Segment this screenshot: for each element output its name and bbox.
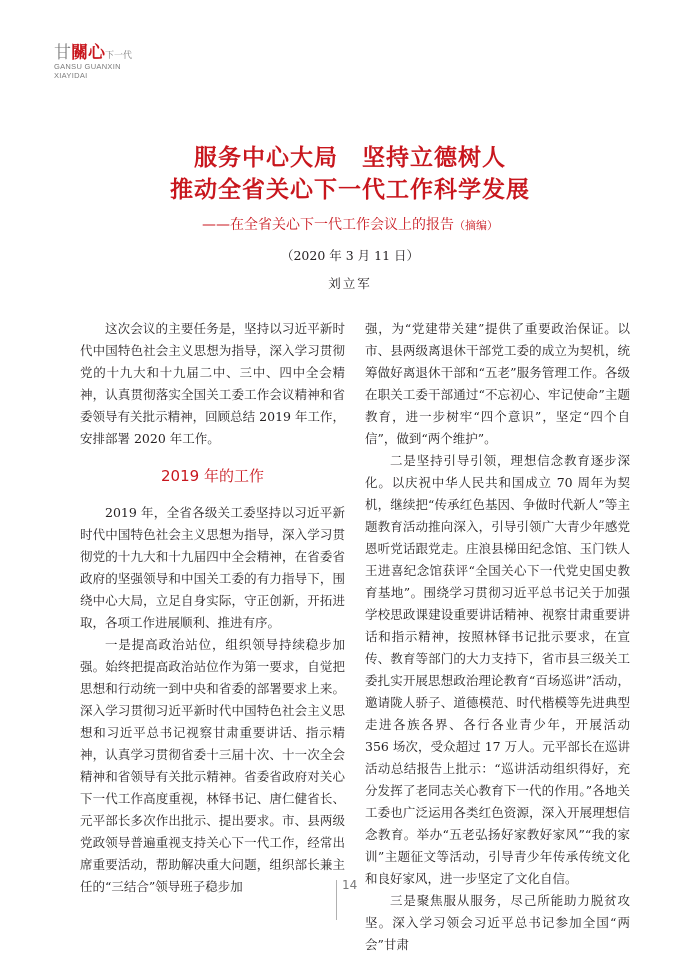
report-date: （2020 年 3 月 11 日） bbox=[280, 248, 420, 263]
masthead-logo bbox=[54, 38, 164, 90]
logo-char-xin: 心 bbox=[88, 43, 105, 63]
logo-english-line2: XIAYIDAI bbox=[54, 71, 88, 80]
ideals-education-paragraph: 二是坚持引导引领，理想信念教育逐步深化。以庆祝中华人民共和国成立 70 周年为契机，继续把“传承红色基因、争做时代新人”等主题教育活动推向深入，引导引领广大青少年感党恩听党话跟党走。庄浪县梯田纪念馆、玉门铁人王进喜纪念馆获评“全国关心下一代党史国史教育基地”。围绕学习贯彻习近平总书记关于加强学校思政课建设重要讲话精神、视察甘肃重要讲话和指示精神，按照林铎书记批示要求，在宣传、教育等部门的大力支持下，省市县三级关工委扎实开展思想政治理论教育“百场巡讲”活动，邀请陇人骄子、道德模范、时代楷模等先进典型走进各族各界、各行各业青少年，开展活动 356 场次，受众超过 17 万人。元平部长在巡讲活动总结报告上批示：“巡讲活动组织得好，充分发挥了老同志关心教育下一代的作用。”各地关工委也广泛运用各类红色资源，深入开展理想信念教育。举办“五老弘扬好家教好家风”“我的家训”主题征文等活动，引导青少年传承传统文化和良好家风，进一步坚定了文化自信。 bbox=[365, 453, 630, 886]
logo-char-guan: 關 bbox=[71, 43, 88, 63]
poverty-alleviation-paragraph: 三是聚焦服从服务，尽己所能助力脱贫攻坚。深入学习领会习近平总书记参加全国“两会”甘肃 bbox=[365, 893, 630, 952]
article-title bbox=[0, 142, 700, 206]
title-line-1: 服务中心大局 坚持立德树人 bbox=[194, 144, 506, 171]
title-line-2: 推动全省关心下一代工作科学发展 bbox=[170, 176, 530, 203]
subtitle-main: ——在全省关心下一代工作会议上的报告 bbox=[202, 217, 454, 233]
subtitle-note: （摘编） bbox=[454, 219, 498, 232]
continued-paragraph: 强，为“党建带关建”提供了重要政治保证。以市、县两级离退休干部党工委的成立为契机，统筹做好离退休干部和“五老”服务管理工作。各级在职关工委干部通过“不忘初心、牢记使命”主题教育，进一步树牢“四个意识”，坚定“四个自信”，做到“两个维护”。 bbox=[365, 321, 630, 446]
right-column bbox=[365, 318, 630, 956]
author-name: 刘立军 bbox=[328, 276, 372, 291]
logo-char-gan: 甘 bbox=[54, 43, 71, 63]
article-subtitle bbox=[0, 214, 700, 234]
logo-suffix: 下一代 bbox=[105, 51, 133, 61]
political-standing-paragraph: 一是提高政治站位，组织领导持续稳步加强。始终把提高政治站位作为第一要求，自觉把思想和行动统一到中央和省委的部署要求上来。深入学习贯彻习近平新时代中国特色社会主义思想和习近平总书记视察甘肃重要讲话、指示精神，认真学习贯彻省委十三届十次、十一次全会精神和省领导有关批示精神。省委省政府对关心下一代工作高度重视，林铎书记、唐仁健省长、元平部长多次作出批示、提出要求。市、县两级党政领导普遍重视支持关心下一代工作，经常出席重要活动，帮助解决重大问题，组织部长兼主任的“三结合”领导班子稳步加 bbox=[80, 637, 345, 894]
logo-mark bbox=[54, 38, 132, 63]
page-number: 14 bbox=[342, 878, 358, 892]
section-heading-2019: 2019 年的工作 bbox=[161, 467, 264, 485]
summary-paragraph: 2019 年，全省各级关工委坚持以习近平新时代中国特色社会主义思想为指导，深入学习贯彻党的十九大和十九届四中全会精神，在省委省政府的坚强领导和中国关工委的有力指导下，围绕中心大局，立足自身实际，守正创新，开拓进取，各项工作进展顺利、推进有序。 bbox=[80, 505, 345, 630]
footer-divider bbox=[336, 880, 337, 920]
left-column bbox=[80, 318, 345, 898]
logo-english-line1: GANSU GUANXIN bbox=[54, 62, 121, 71]
intro-paragraph: 这次会议的主要任务是，坚持以习近平新时代中国特色社会主义思想为指导，深入学习贯彻党的十九大和十九届二中、三中、四中全会精神，认真贯彻落实全国关工委工作会议精神和省委领导有关批示精神，回顾总结 2019 年工作，安排部署 2020 年工作。 bbox=[80, 321, 345, 446]
logo-english bbox=[54, 62, 121, 80]
